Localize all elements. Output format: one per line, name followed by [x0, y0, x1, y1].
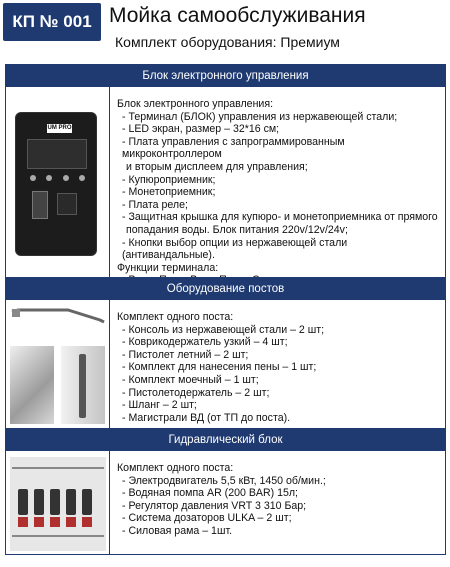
list-item: - LED экран, размер – 32*16 см;: [122, 123, 280, 136]
section-hydraulic-block: [5, 428, 446, 555]
section-heading: Комплект одного поста:: [117, 462, 234, 474]
list-item: - Электродвигатель 5,5 кВт, 1450 об/мин.;: [122, 474, 326, 487]
section-control-block: [5, 64, 446, 296]
list-item: - Монетоприемник;: [122, 186, 216, 199]
section-heading: Комплект одного поста:: [117, 311, 234, 323]
list-item: - Шланг – 2 шт;: [122, 399, 197, 412]
list-item: попадания воды. Блок питания 220v/12v/24v;: [126, 223, 348, 236]
hydraulic-block-icon: [10, 457, 106, 551]
section-text: [117, 462, 441, 538]
post-equipment-images: [6, 300, 110, 428]
terminal-icon: [15, 112, 97, 256]
page-subtitle: Комплект оборудования: Премиум: [115, 34, 340, 50]
section-text: [117, 311, 441, 424]
list-item: - Пистолет летний – 2 шт;: [122, 348, 249, 361]
list-item: - Силовая рама – 1шт.: [122, 524, 233, 537]
section-header: Оборудование постов: [6, 278, 445, 300]
document-number-badge: КП № 001: [3, 3, 101, 41]
section-header: Гидравлический блок: [6, 429, 445, 451]
list-item: - Купюроприемник;: [122, 173, 216, 186]
list-item: - Консоль из нержавеющей стали – 2 шт;: [122, 323, 325, 336]
terminal-buttons: [30, 175, 85, 183]
list-item: - Плата управления с запрограммированным микроконтроллером: [122, 135, 345, 161]
list-item: - Водяная помпа AR (200 BAR) 15л;: [122, 487, 298, 500]
list-item: - Терминал (БЛОК) управления из нержавеющей стали;: [122, 110, 398, 123]
section-heading: Блок электронного управления:: [117, 98, 274, 110]
list-item: - Защитная крышка для купюро- и монетоприемника от прямого: [122, 211, 438, 224]
section-text: [117, 98, 441, 287]
list-item: и вторым дисплеем для управления;: [126, 160, 308, 173]
list-item: - Система дозаторов ULKA – 2 шт;: [122, 512, 292, 525]
list-item: - Комплект моечный – 1 шт;: [122, 373, 259, 386]
terminal-logo: UM PRO: [47, 125, 72, 131]
list-item: - Кнопки выбор опции из нержавеющей стали (антивандальные).: [122, 236, 348, 262]
list-item: - Магистрали ВД (от ТП до поста).: [122, 411, 291, 424]
terminal-image: [6, 87, 110, 295]
list-item: - Пистолетодержатель – 2 шт;: [122, 386, 270, 399]
section-header: Блок электронного управления: [6, 65, 445, 87]
list-item: - Коврикодержатель узкий – 4 шт;: [122, 336, 288, 349]
section-subheading: Функции терминала:: [117, 261, 219, 274]
hydraulic-image: [6, 451, 110, 554]
coin-acceptor-icon: [57, 193, 77, 215]
list-item: - Плата реле;: [122, 198, 188, 211]
bill-acceptor-icon: [32, 191, 48, 219]
terminal-screen: [27, 139, 87, 169]
spray-gun-icon: [61, 346, 105, 424]
console-icon: [10, 306, 106, 326]
page-title: Мойка самообслуживания: [109, 4, 366, 27]
mat-holder-icon: [10, 346, 54, 424]
list-item: - Комплект для нанесения пены – 1 шт;: [122, 361, 317, 374]
section-post-equipment: [5, 277, 446, 429]
list-item: - Регулятор давления VRT 3 310 Бар;: [122, 499, 307, 512]
